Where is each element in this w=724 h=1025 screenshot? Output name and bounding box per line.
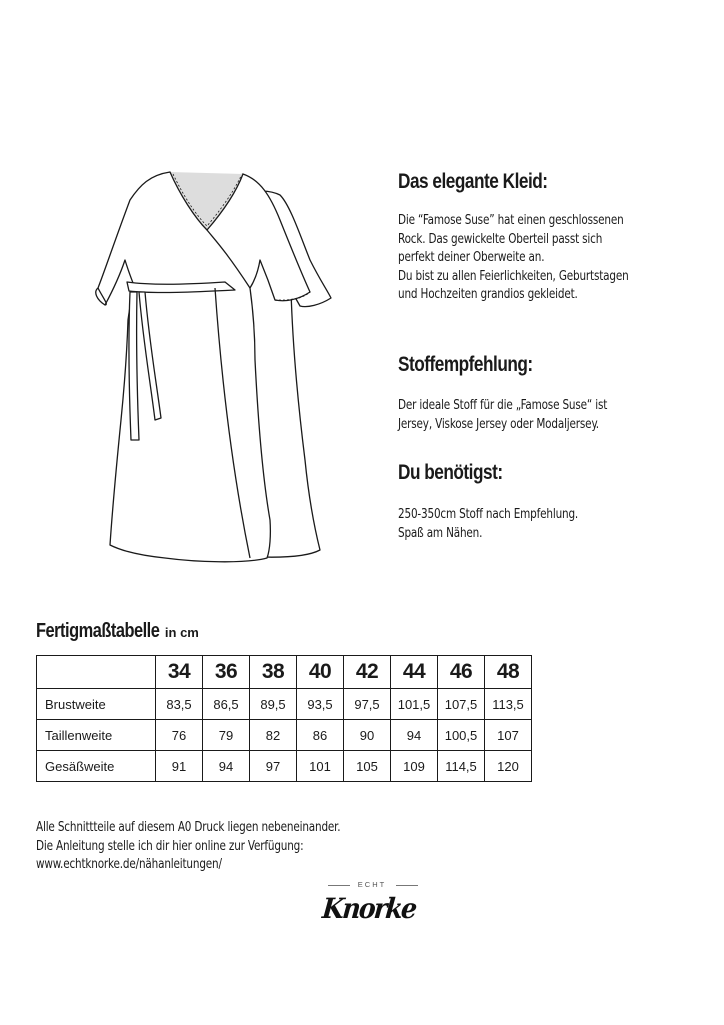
footer-line: Die Anleitung stelle ich dir hier online zur Verfügung:	[36, 837, 304, 854]
table-cell: 97,5	[344, 689, 391, 720]
text-line: Jersey, Viskose Jersey oder Modaljersey.	[398, 415, 599, 432]
table-cell: 101,5	[391, 689, 438, 720]
table-title-text: Fertigmaßtabelle	[36, 620, 160, 642]
logo-wordmark: Knorke	[320, 892, 418, 925]
section-heading-materials: Du benötigst:	[398, 461, 503, 484]
size-table	[36, 655, 532, 782]
table-cell: 120	[485, 751, 532, 782]
table-cell: 113,5	[485, 689, 532, 720]
table-cell: 83,5	[156, 689, 203, 720]
dress-description	[398, 211, 629, 304]
logo-rule-right	[396, 885, 418, 886]
table-title	[36, 620, 199, 643]
section-heading-dress: Das elegante Kleid:	[398, 170, 548, 193]
table-row	[37, 689, 532, 720]
row-label: Gesäßweite	[37, 751, 156, 782]
materials-description	[398, 505, 578, 542]
brand-logo	[322, 880, 432, 930]
row-label: Brustweite	[37, 689, 156, 720]
table-cell: 97	[250, 751, 297, 782]
table-cell: 93,5	[297, 689, 344, 720]
size-header: 42	[344, 656, 391, 689]
text-line: Der ideale Stoff für die „Famose Suse“ ist	[398, 397, 608, 413]
table-cell: 105	[344, 751, 391, 782]
footer-line: Alle Schnittteile auf diesem A0 Druck liegen nebeneinander.	[36, 819, 341, 835]
size-header: 36	[203, 656, 250, 689]
row-label: Taillenweite	[37, 720, 156, 751]
table-cell: 107,5	[438, 689, 485, 720]
text-line: Du bist zu allen Feierlichkeiten, Geburtstagen	[398, 267, 629, 284]
header-empty-cell	[37, 656, 156, 689]
text-line: Die “Famose Suse” hat einen geschlossenen	[398, 212, 624, 228]
table-cell: 100,5	[438, 720, 485, 751]
table-cell: 91	[156, 751, 203, 782]
table-cell: 114,5	[438, 751, 485, 782]
table-cell: 76	[156, 720, 203, 751]
footer-text	[36, 818, 340, 874]
footer-link[interactable]: www.echtknorke.de/nähanleitungen/	[36, 856, 222, 872]
size-header: 38	[250, 656, 297, 689]
size-header: 44	[391, 656, 438, 689]
size-header: 48	[485, 656, 532, 689]
table-cell: 109	[391, 751, 438, 782]
table-cell: 90	[344, 720, 391, 751]
table-row	[37, 720, 532, 751]
section-heading-fabric: Stoffempfehlung:	[398, 353, 533, 376]
size-header: 34	[156, 656, 203, 689]
fabric-description	[398, 396, 607, 433]
table-cell: 89,5	[250, 689, 297, 720]
table-cell: 82	[250, 720, 297, 751]
logo-small-text: ECHT	[357, 880, 387, 889]
size-header: 40	[297, 656, 344, 689]
size-header: 46	[438, 656, 485, 689]
table-cell: 86	[297, 720, 344, 751]
text-line: und Hochzeiten grandios gekleidet.	[398, 286, 578, 302]
table-cell: 94	[391, 720, 438, 751]
table-row	[37, 751, 532, 782]
table-cell: 86,5	[203, 689, 250, 720]
table-cell: 107	[485, 720, 532, 751]
table-cell: 101	[297, 751, 344, 782]
table-cell: 94	[203, 751, 250, 782]
text-line: 250-350cm Stoff nach Empfehlung.	[398, 506, 579, 522]
text-line: Rock. Das gewickelte Oberteil passt sich	[398, 230, 603, 247]
wrap-dress-icon	[95, 160, 335, 580]
table-cell: 79	[203, 720, 250, 751]
text-line: perfekt deiner Oberweite an.	[398, 249, 545, 265]
table-header-row	[37, 656, 532, 689]
text-line: Spaß am Nähen.	[398, 524, 483, 541]
table-unit: in cm	[164, 625, 199, 640]
